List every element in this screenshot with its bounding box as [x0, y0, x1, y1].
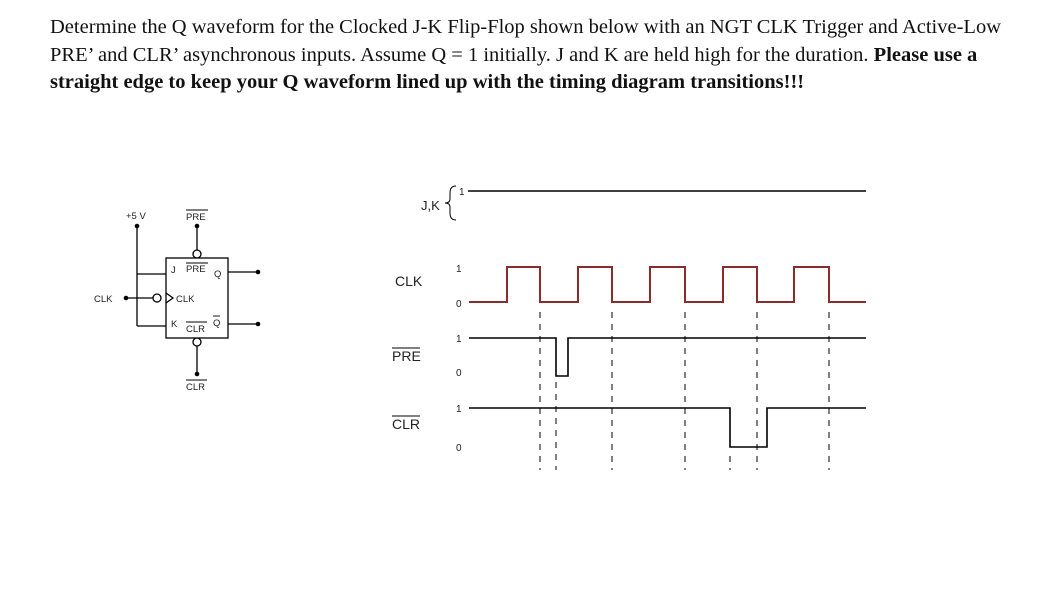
timing-waveforms — [468, 191, 866, 470]
question-bold-text: Please use a straight edge to keep your Q waveform lined up with the timing diagram transitions!!! — [50, 43, 978, 93]
jk-brace — [445, 186, 456, 220]
pin-k-label: K — [171, 319, 178, 330]
clk-edge-triangle — [166, 293, 173, 303]
pin-j-label: J — [171, 265, 176, 276]
clk-high-label: 1 — [456, 264, 462, 275]
clr-label: CLR — [392, 416, 421, 432]
clr-bubble — [193, 338, 201, 346]
clr-high-label: 1 — [456, 404, 462, 415]
clk-bubble — [153, 294, 161, 302]
q-node — [256, 270, 261, 275]
clk-low-label: 0 — [456, 299, 462, 310]
clr-waveform — [469, 408, 866, 447]
pre-input-label: PRE — [186, 212, 206, 223]
clk-waveform — [469, 267, 866, 302]
jk-label: J,K — [421, 198, 440, 213]
pre-high-label: 1 — [456, 334, 462, 345]
clr-input-label: CLR — [186, 382, 206, 393]
clr-node — [195, 372, 200, 377]
pre-waveform — [469, 338, 866, 376]
pin-qbar-label: Q — [213, 318, 221, 329]
question-plain-text: Determine the Q waveform for the Clocked J-K Flip-Flop shown below with an NGT CLK Trigger and Active-Low PRE’ and CLR’ asynchronous inputs. Assume Q = 1 initially. J and K are held high for the duration. — [50, 16, 1002, 66]
clr-low-label: 0 — [456, 443, 462, 454]
supply-label: +5 V — [126, 211, 146, 222]
pin-q-label: Q — [214, 269, 222, 280]
qbar-node — [256, 322, 261, 327]
pin-pre-label: PRE — [186, 264, 206, 275]
pin-clr-label: CLR — [186, 324, 206, 335]
pre-label: PRE — [392, 348, 421, 364]
pre-low-label: 0 — [456, 368, 462, 379]
clk-input-label: CLK — [94, 294, 113, 305]
pre-bubble — [193, 250, 201, 258]
jk-level-label: 1 — [459, 187, 465, 198]
pin-clk-label: CLK — [176, 294, 195, 305]
clk-label: CLK — [395, 273, 423, 289]
transition-guides — [540, 312, 829, 470]
